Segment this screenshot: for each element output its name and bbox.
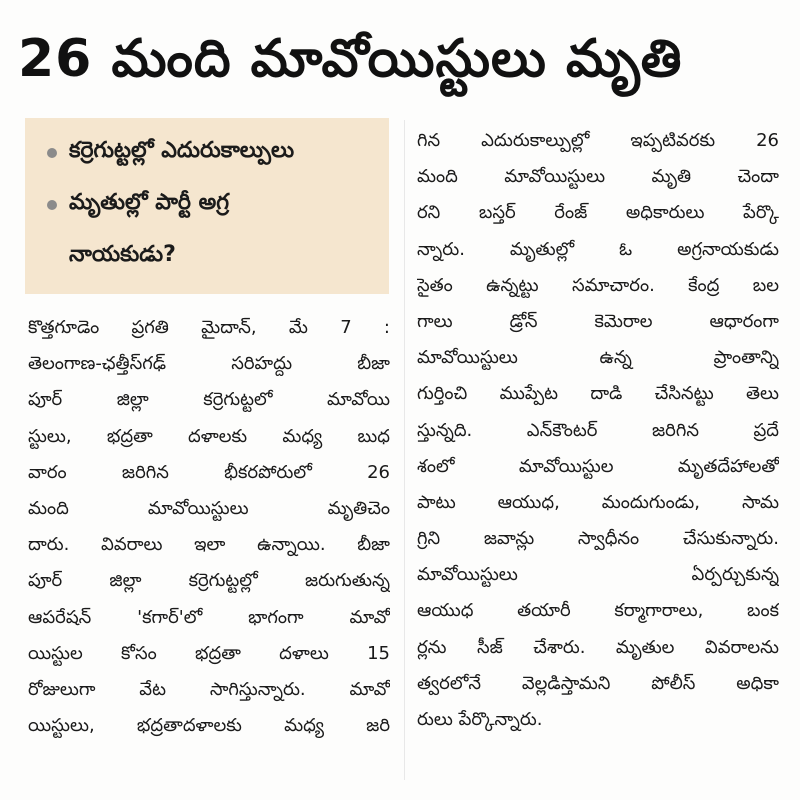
bullet-dot-icon xyxy=(47,148,57,158)
text-line: యిస్టుల కోసం భద్రతా దళాలు 15 xyxy=(28,642,390,664)
text-line: స్టులు, భద్రతా దళాలకు మధ్య బుధ xyxy=(28,425,390,447)
text-line: గ్రిని జవాన్లు స్వాధీనం చేసుకున్నారు. xyxy=(417,528,779,550)
article-column-right xyxy=(417,123,779,738)
highlight-item xyxy=(47,128,294,178)
text-line: స్తున్నది. ఎన్‌కౌంటర్ జరిగిన ప్రదే xyxy=(417,419,779,441)
text-line: మావోయిస్టులు ఉన్న ప్రాంతాన్ని xyxy=(417,347,779,369)
text-line: యిస్టులు, భద్రతాదళాలకు మధ్య జరి xyxy=(28,715,390,737)
highlights-box xyxy=(25,118,389,294)
highlight-text: నాయకుడు? xyxy=(69,242,176,267)
article-column-left xyxy=(28,310,390,744)
text-line: రని బస్తర్ రేంజ్ అధికారులు పేర్కొ xyxy=(417,202,779,224)
text-line: న్నారు. మృతుల్లో ఓ అగ్రనాయకుడు xyxy=(417,238,779,260)
bullet-dot-icon xyxy=(47,200,57,210)
text-line: గుర్తించి ముప్పేట దాడి చేసినట్టు తెలు xyxy=(417,383,779,405)
highlight-item xyxy=(47,180,229,230)
highlight-text: కర్రెగుట్టల్లో ఎదురుకాల్పులు xyxy=(69,138,295,163)
text-line: గాలు డ్రోన్ కెమెరాల ఆధారంగా xyxy=(417,310,779,332)
text-line: ర్లను సీజ్ చేశారు. మృతుల వివరాలను xyxy=(417,636,779,658)
text-line: పాటు ఆయుధ, మందుగుండు, సామ xyxy=(417,491,779,513)
text-line: త్వరలోనే వెల్లడిస్తామని పోలీస్ అధికా xyxy=(417,672,779,694)
headline: 26 మంది మావోయిస్టులు మృతి xyxy=(18,29,683,89)
text-line: గిన ఎదురుకాల్పుల్లో ఇప్పటివరకు 26 xyxy=(417,130,779,151)
text-line: తెలంగాణ-ఛత్తీస్‌గఢ్ సరిహద్దు బీజా xyxy=(28,353,390,375)
text-line: దారు. వివరాలు ఇలా ఉన్నాయి. బీజా xyxy=(28,534,390,556)
text-line: వారం జరిగిన భీకరపోరులో 26 xyxy=(28,461,390,483)
text-line: మంది మావోయిస్టులు మృతిచెం xyxy=(28,497,390,519)
text-line: పూర్ జిల్లా కర్రెగుట్టల్లో జరుగుతున్న xyxy=(28,570,390,592)
text-line: సైతం ఉన్నట్టు సమాచారం. కేంద్ర బల xyxy=(417,274,779,296)
text-line: పూర్ జిల్లా కర్రెగుట్టలో మావోయి xyxy=(28,389,390,411)
highlight-item-continued xyxy=(69,232,176,282)
column-divider xyxy=(404,120,405,780)
text-line: రోజులుగా వేట సాగిస్తున్నారు. మావో xyxy=(28,678,390,700)
text-line: రులు పేర్కొన్నారు. xyxy=(417,709,543,730)
text-line: శంలో మావోయిస్టుల మృతదేహాలతో xyxy=(417,455,779,477)
text-line: మావోయిస్టులు ఏర్పర్చుకున్న xyxy=(417,564,779,586)
text-line: మంది మావోయిస్టులు మృతి చెందా xyxy=(417,166,779,188)
text-line: ఆపరేషన్ 'కగార్'లో భాగంగా మావో xyxy=(28,606,390,628)
text-line: ఆయుధ తయారీ కర్మాగారాలు, బంక xyxy=(417,600,779,622)
text-line: కొత్తగూడెం ప్రగతి మైదాన్, మే 7 : xyxy=(28,317,390,338)
highlight-text: మృతుల్లో పార్టీ అగ్ర xyxy=(69,190,230,215)
